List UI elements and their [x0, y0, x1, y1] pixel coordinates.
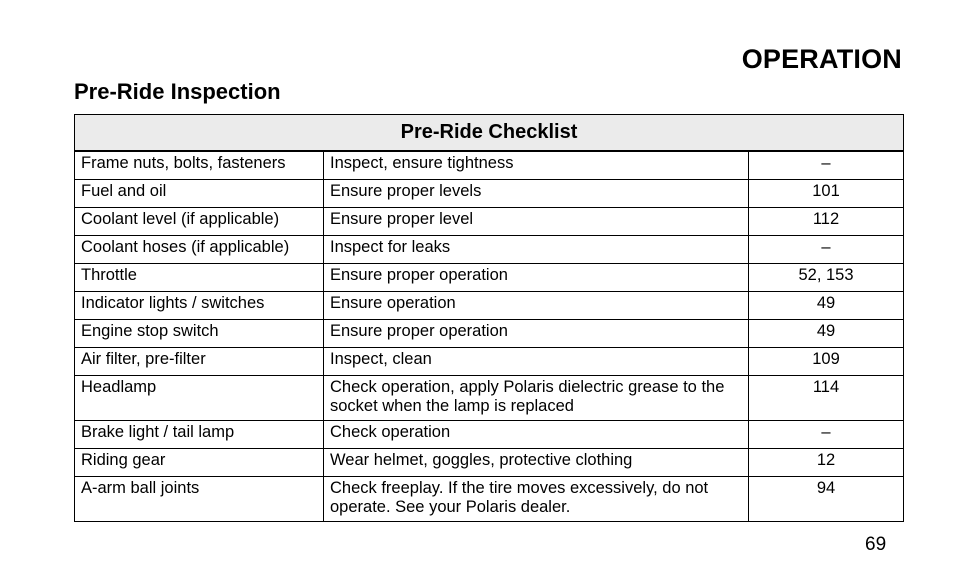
- action-cell: Check operation, apply Polaris dielectric grease to the socket when the lamp is replaced: [324, 376, 749, 421]
- table-row: [75, 449, 904, 477]
- table-row: [75, 236, 904, 264]
- table-row: [75, 151, 904, 180]
- page-ref-cell: 114: [749, 376, 904, 421]
- page-ref-cell: 101: [749, 180, 904, 208]
- action-cell: Wear helmet, goggles, protective clothing: [324, 449, 749, 477]
- page-ref-cell: –: [749, 421, 904, 449]
- page-ref-cell: 49: [749, 320, 904, 348]
- page-ref-cell: –: [749, 236, 904, 264]
- action-cell: Ensure proper levels: [324, 180, 749, 208]
- item-cell: Indicator lights / switches: [75, 292, 324, 320]
- item-cell: Headlamp: [75, 376, 324, 421]
- page-ref-cell: –: [749, 151, 904, 180]
- item-cell: Brake light / tail lamp: [75, 421, 324, 449]
- action-cell: Check freeplay. If the tire moves excessively, do not operate. See your Polaris dealer.: [324, 477, 749, 522]
- action-cell: Ensure proper operation: [324, 320, 749, 348]
- table-row: [75, 264, 904, 292]
- action-cell: Inspect for leaks: [324, 236, 749, 264]
- action-cell: Ensure operation: [324, 292, 749, 320]
- action-cell: Check operation: [324, 421, 749, 449]
- table-row: [75, 292, 904, 320]
- page-ref-cell: 52, 153: [749, 264, 904, 292]
- item-cell: A-arm ball joints: [75, 477, 324, 522]
- page-ref-cell: 109: [749, 348, 904, 376]
- page-number: 69: [865, 534, 887, 555]
- item-cell: Engine stop switch: [75, 320, 324, 348]
- page-ref-cell: 12: [749, 449, 904, 477]
- table-row: [75, 376, 904, 421]
- table-row: [75, 208, 904, 236]
- item-cell: Throttle: [75, 264, 324, 292]
- item-cell: Coolant level (if applicable): [75, 208, 324, 236]
- action-cell: Inspect, ensure tightness: [324, 151, 749, 180]
- table-title: Pre-Ride Checklist: [75, 115, 904, 152]
- table-row: [75, 477, 904, 522]
- table-row: [75, 180, 904, 208]
- action-cell: Ensure proper operation: [324, 264, 749, 292]
- table-row: [75, 421, 904, 449]
- page-ref-cell: 94: [749, 477, 904, 522]
- subsection-title: Pre-Ride Inspection: [74, 79, 281, 104]
- item-cell: Coolant hoses (if applicable): [75, 236, 324, 264]
- item-cell: Fuel and oil: [75, 180, 324, 208]
- item-cell: Riding gear: [75, 449, 324, 477]
- page-ref-cell: 112: [749, 208, 904, 236]
- table-row: [75, 320, 904, 348]
- action-cell: Inspect, clean: [324, 348, 749, 376]
- item-cell: Air filter, pre-filter: [75, 348, 324, 376]
- action-cell: Ensure proper level: [324, 208, 749, 236]
- page-ref-cell: 49: [749, 292, 904, 320]
- table-header-row: [75, 115, 904, 152]
- table-row: [75, 348, 904, 376]
- pre-ride-checklist-table: [74, 114, 904, 522]
- section-title: OPERATION: [741, 44, 902, 74]
- item-cell: Frame nuts, bolts, fasteners: [75, 151, 324, 180]
